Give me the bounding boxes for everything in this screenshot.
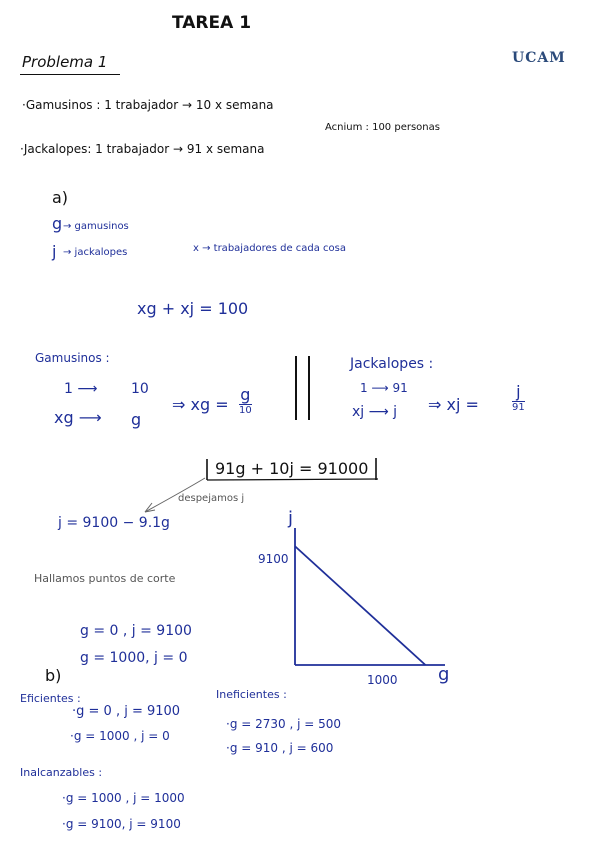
x-axis-label: g — [438, 664, 450, 685]
hallamos-note: Hallamos puntos de corte — [34, 572, 176, 585]
var-j: j — [52, 242, 57, 261]
gamusinos-rule-row2-right: g — [131, 410, 142, 429]
inalcanzables-heading: Inalcanzables : — [20, 766, 103, 779]
jackalopes-fraction-numerator: j — [516, 382, 521, 401]
frontier-line — [295, 546, 425, 665]
problem-heading: Problema 1 — [22, 53, 108, 71]
jackalopes-rate-line: ·Jackalopes: 1 trabajador → 91 x semana — [20, 142, 265, 156]
y-tick-label: 9100 — [258, 552, 289, 566]
boxed-equation: 91g + 10j = 91000 — [215, 459, 369, 478]
unreachable-point-1: ·g = 1000 , j = 1000 — [62, 791, 185, 805]
page-title: TAREA 1 — [172, 13, 252, 33]
j-isolated-equation: j = 9100 − 9.1g — [58, 515, 170, 531]
jackalopes-fraction-denominator: 91 — [512, 402, 525, 413]
efficient-point-1: ·g = 0 , j = 9100 — [72, 704, 181, 719]
y-axis-label: j — [288, 508, 294, 529]
gamusinos-heading: Gamusinos : — [35, 351, 110, 365]
jackalopes-heading: Jackalopes : — [350, 356, 434, 372]
jackalopes-rule-row1: 1 ⟶ 91 — [360, 381, 408, 395]
cut-point-2: g = 1000, j = 0 — [80, 650, 188, 666]
ineficientes-heading: Ineficientes : — [216, 688, 287, 701]
var-x-definition: x → trabajadores de cada cosa — [193, 243, 347, 254]
jackalopes-rule-row2: xj ⟶ j — [352, 404, 398, 420]
sum-equation: xg + xj = 100 — [137, 299, 249, 318]
gamusinos-rate-line: ·Gamusinos : 1 trabajador → 10 x semana — [22, 98, 274, 112]
workforce-note: Acnium : 100 personas — [325, 122, 440, 133]
despejamos-note: despejamos j — [178, 493, 245, 504]
var-g-definition: → gamusinos — [63, 221, 129, 232]
part-a-label: a) — [52, 188, 69, 207]
var-g: g — [52, 214, 63, 233]
part-b-label: b) — [45, 666, 62, 685]
gamusinos-fraction-numerator: g — [240, 385, 251, 404]
cut-point-1: g = 0 , j = 9100 — [80, 623, 192, 639]
eficientes-heading: Eficientes : — [20, 692, 81, 705]
unreachable-point-2: ·g = 9100, j = 9100 — [62, 817, 181, 831]
var-j-definition: → jackalopes — [63, 247, 128, 258]
jackalopes-result-lhs: ⇒ xj = — [428, 395, 479, 414]
efficient-point-2: ·g = 1000 , j = 0 — [70, 729, 170, 743]
inefficient-point-1: ·g = 2730 , j = 500 — [226, 717, 342, 731]
gamusinos-fraction-denominator: 10 — [239, 405, 252, 416]
x-tick-label: 1000 — [367, 673, 398, 687]
gamusinos-result-lhs: ⇒ xg = — [172, 395, 229, 414]
gamusinos-rule-row1-left: 1 ⟶ — [64, 381, 98, 397]
ucam-logo: UCAM — [512, 50, 566, 66]
inefficient-point-2: ·g = 910 , j = 600 — [226, 741, 334, 755]
gamusinos-rule-row2-left: xg ⟶ — [54, 408, 102, 427]
gamusinos-rule-row1-right: 10 — [131, 381, 149, 397]
